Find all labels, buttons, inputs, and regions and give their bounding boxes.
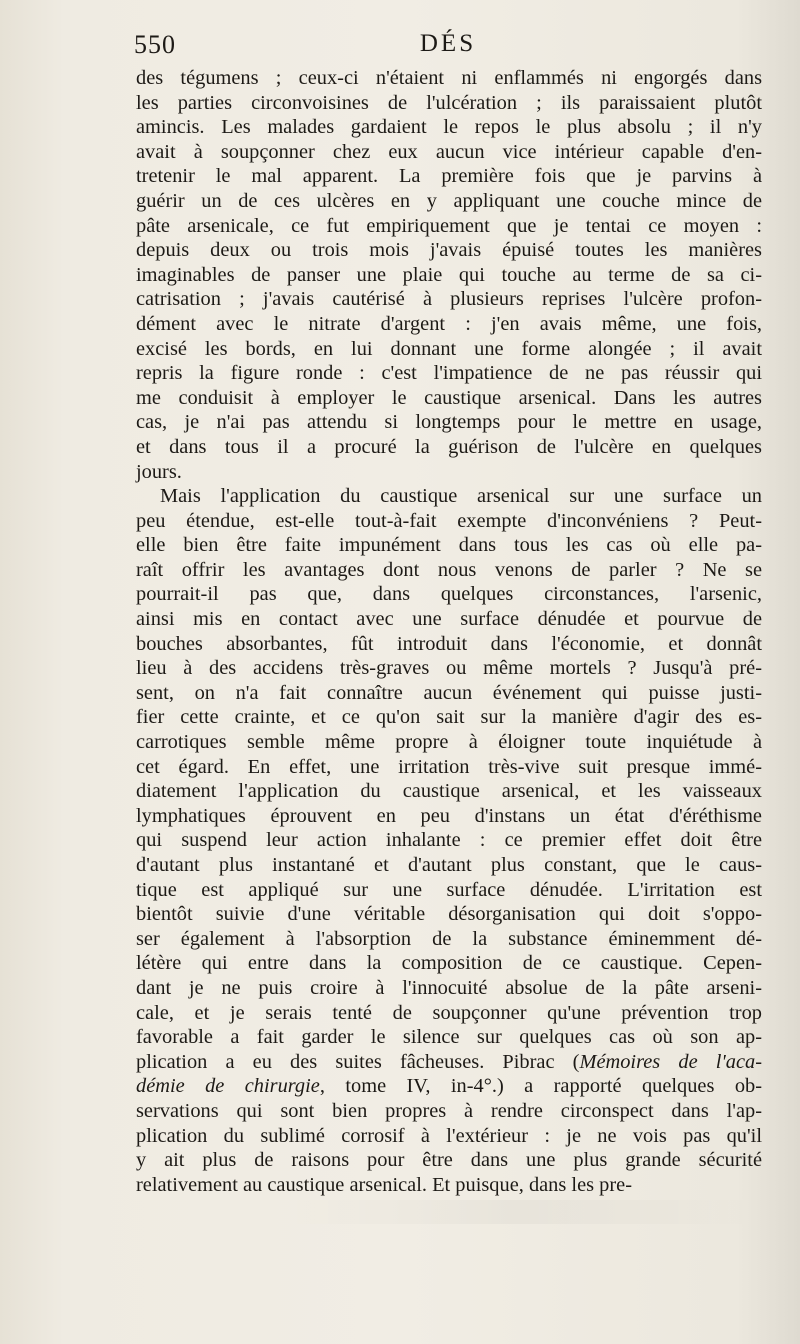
text-line: démie de chirurgie, tome IV, in-4°.) a rapporté quelques ob- [136,1075,762,1098]
bleed-through-shadow [280,1200,760,1224]
italic-citation: démie de chirurgie [136,1075,320,1098]
text-line: plication du sublimé corrosif à l'extérieur : je ne vois pas qu'il [136,1124,762,1147]
text-line: peu étendue, est-elle tout-à-fait exempte d'inconvéniens ? Peut- [136,509,762,532]
text-line: raît offrir les avantages dont nous venons de parler ? Ne se [136,558,762,581]
text-line: excisé les bords, en lui donnant une forme alongée ; il avait [136,337,762,360]
text-line: y ait plus de raisons pour être dans une plus grande sécurité [136,1149,762,1172]
text-line: favorable a fait garder le silence sur quelques cas où son ap- [136,1026,762,1049]
text-line: me conduisit à employer le caustique arsenical. Dans les autres [136,386,762,409]
text-line: imaginables de panser une plaie qui touche au terme de sa ci- [136,263,762,286]
text-line: diatement l'application du caustique arsenical, et les vaisseaux [136,780,762,803]
text-line: relativement au caustique arsenical. Et puisque, dans les pre- [136,1173,632,1196]
text-line: cet égard. En effet, une irritation très-vive suit presque immé- [136,755,762,778]
text-line: plication a eu des suites fâcheuses. Pibrac (Mémoires de l'aca- [136,1050,763,1073]
text-line: bientôt suivie d'une véritable désorganisation qui doit s'oppo- [136,903,762,926]
text-line: amincis. Les malades gardaient le repos le plus absolu ; il n'y [136,116,762,139]
text-line: avait à soupçonner chez eux aucun vice intérieur capable d'en- [136,140,762,163]
text-line: catrisation ; j'avais cautérisé à plusieurs reprises l'ulcère profon- [136,288,762,311]
text-line: dant je ne puis croire à l'innocuité absolue de la pâte arseni- [136,976,762,999]
text-line: tretenir le mal apparent. La première fois que je parvins à [136,165,762,188]
text-line: dément avec le nitrate d'argent : j'en avais même, une fois, [136,312,762,335]
text-line: jours. [136,460,182,483]
italic-citation: Mémoires de l'aca- [579,1050,763,1073]
text-line: tique est appliqué sur une surface dénudée. L'irritation est [136,878,762,901]
text-line: d'autant plus instantané et d'autant plus constant, que le caus- [136,854,762,876]
text-line: ainsi mis en contact avec une surface dénudée et pourvue de [136,608,762,631]
body-text [136,66,762,1197]
text-line: bouches absorbantes, fût introduit dans l'économie, et donnât [136,632,762,655]
text-line: depuis deux ou trois mois j'avais épuisé toutes les manières [136,239,762,262]
text-line: pourrait-il pas que, dans quelques circonstances, l'arsenic, [136,583,762,606]
text-line: Mais l'application du caustique arsenical sur une surface un [160,485,762,508]
text-line: qui suspend leur action inhalante : ce premier effet doit être [136,829,762,852]
text-line: des tégumens ; ceux-ci n'étaient ni enflammés ni engorgés dans [136,67,762,89]
text-line: lieu à des accidens très-graves ou même mortels ? Jusqu'à pré- [136,657,762,680]
text-line: les parties circonvoisines de l'ulcération ; ils paraissaient plutôt [136,91,762,114]
text-line: létère qui entre dans la composition de ce caustique. Cepen- [136,952,762,975]
page-header [134,30,762,64]
text-line: elle bien être faite impunément dans tous les cas où elle pa- [136,534,762,557]
running-head: DÉS [419,30,477,57]
text-line: lymphatiques éprouvent en peu d'instans un état d'éréthisme [136,804,762,827]
text-line: repris la figure ronde : c'est l'impatience de ne pas réussir qui [136,362,762,385]
text-line: cas, je n'ai pas attendu si longtemps pour le mettre en usage, [136,411,762,434]
page-number: 550 [134,30,176,59]
text-line: et dans tous il a procuré la guérison de l'ulcère en quelques [136,435,762,458]
text-line: sent, on n'a fait connaître aucun événement qui puisse justi- [136,681,762,704]
text-line: guérir un de ces ulcères en y appliquant une couche mince de [136,189,762,212]
text-line: pâte arsenicale, ce fut empiriquement que je tentai ce moyen : [136,214,762,237]
text-line: ser également à l'absorption de la substance éminemment dé- [136,927,762,950]
text-line: carrotiques semble même propre à éloigner toute inquiétude à [136,731,762,754]
text-line: fier cette crainte, et ce qu'on sait sur la manière d'agir des es- [136,706,762,729]
text-line: cale, et je serais tenté de soupçonner qu'une prévention trop [136,1001,762,1024]
text-line: servations qui sont bien propres à rendre circonspect dans l'ap- [136,1099,762,1122]
